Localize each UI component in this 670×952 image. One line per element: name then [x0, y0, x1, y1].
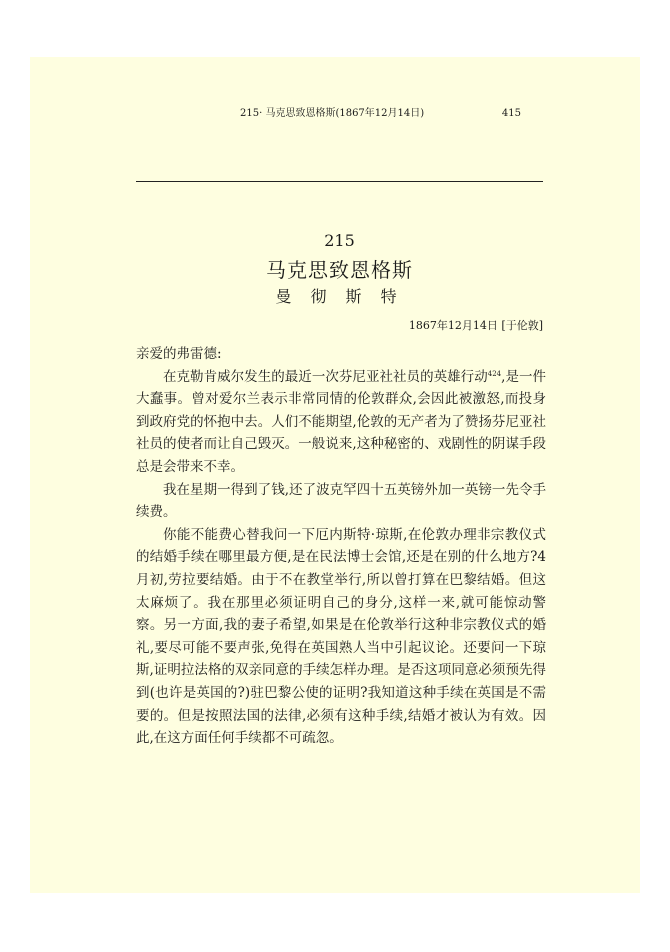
paragraph-2: 我在星期一得到了钱,还了波克罕四十五英镑外加一英镑一先令手续费。 [136, 481, 546, 521]
paragraph-3: 你能不能费心替我问一下厄内斯特·琼斯,在伦敦办理非宗教仪式的结婚手续在哪里最方便,是在民法博士会馆,还是在别的什么地方?4月初,劳拉要结婚。由于不在教堂举行,所以曾打算在巴黎结婚。但这太麻烦了。我在那里必须证明自己的身分,这样一来,就可能惊动警察。另一方面,我的妻子希望,如果是在伦敦举行这种非宗教仪式的婚礼,要尽可能不要声张,免得在英国熟人当中引起议论。还要问一下琼斯,证明拉法格的双亲同意的手续怎样办理。是否这项同意必须预先得到(也许是英国的?)驻巴黎公使的证明?我知道这种手续在英国是不需要的。但是按照法国的法律,必须有这种手续,结婚才被认为有效。因此,在这方面任何手续都不可疏忽。 [136, 526, 546, 747]
endnote-reference[interactable]: 424 [487, 369, 502, 378]
running-head [106, 105, 543, 123]
paragraph-1-text-cont: ,是一件大蠢事。曾对爱尔兰表示非常同情的伦敦群众,会因此被激怒,而投身到政府党的怀抱中去。人们不能期望,伦敦的无产者为了赞扬芬尼亚社社员的使者而让自己毁灭。一般说来,这种秘密的、戏剧性的阴谋手段总是会带来不幸。 [136, 368, 547, 475]
salutation: 亲爱的弗雷德: [136, 346, 222, 362]
page-number: 415 [501, 108, 521, 119]
letter-body [136, 343, 546, 750]
header-rule [136, 181, 543, 182]
paragraph-1 [136, 366, 546, 479]
running-head-title: 215· 马克思致恩格斯(1867年12月14日) [240, 108, 425, 119]
letter-dateline: 1867年12月14日 [于伦敦] [408, 319, 543, 332]
letter-destination: 曼 彻 斯 特 [275, 287, 404, 306]
letter-title: 马克思致恩格斯 [266, 258, 413, 282]
letter-number: 215 [324, 231, 355, 250]
paragraph-1-text: 在克勒肯威尔发生的最近一次芬尼亚社社员的英雄行动 [163, 368, 488, 385]
